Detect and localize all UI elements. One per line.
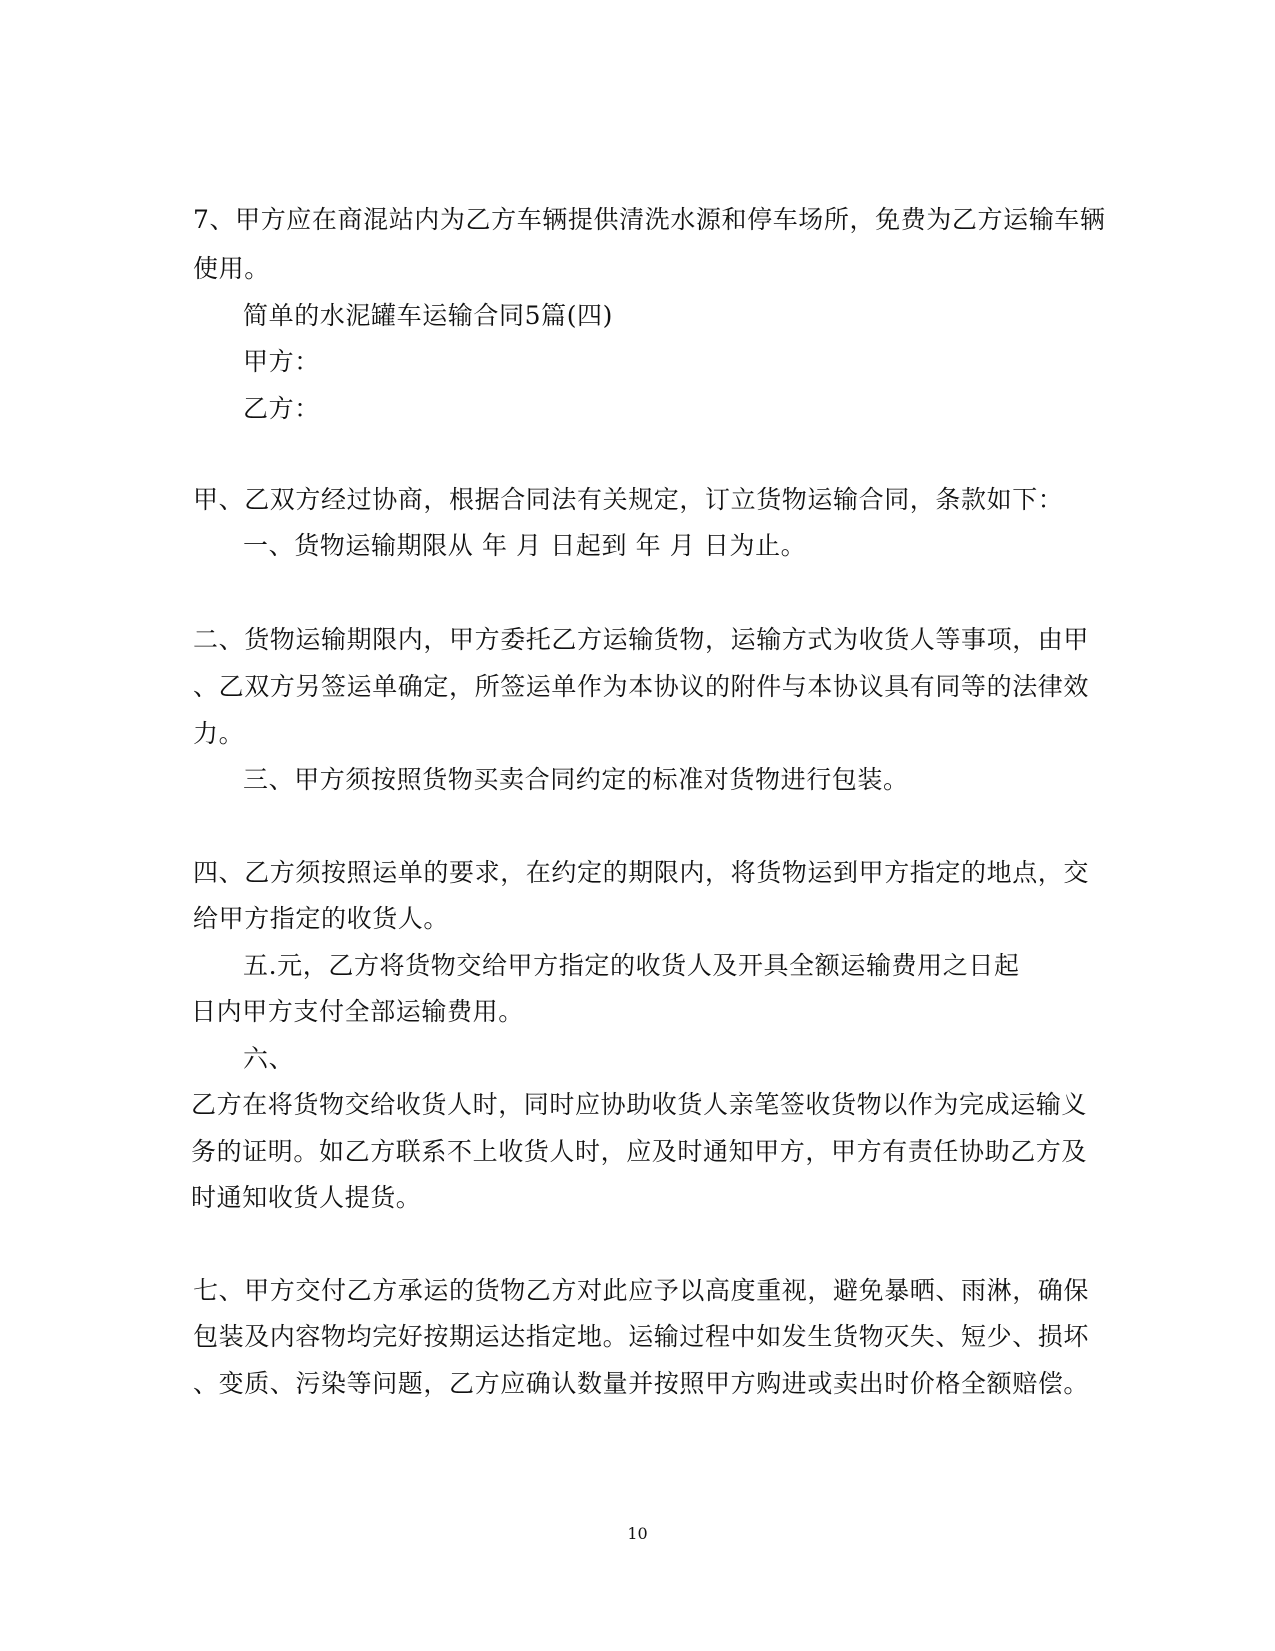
article-6-line-3: 时通知收货人提货。 [191,1183,422,1212]
article-7-line-1: 七、甲方交付乙方承运的货物乙方对此应予以高度重视，避免暴晒、雨淋，确保 [193,1276,1090,1305]
page-number: 10 [627,1524,648,1543]
article-4-line-1: 四、乙方须按照运单的要求，在约定的期限内，将货物运到甲方指定的地点，交 [193,858,1090,887]
article-7-line-2: 包装及内容物均完好按期运达指定地。运输过程中如发生货物灭失、短少、损坏 [193,1322,1090,1351]
article-7-line-3: 、变质、污染等问题，乙方应确认数量并按照甲方购进或卖出时价格全额赔偿。 [193,1369,1090,1398]
article-6-heading: 六、 [243,1044,295,1073]
clause-7-line-2: 使用。 [193,254,270,283]
article-2-line-2: 、乙双方另签运单确定，所签运单作为本协议的附件与本协议具有同等的法律效 [193,672,1090,701]
article-1: 一、货物运输期限从 年 月 日起到 年 月 日为止。 [243,531,807,560]
article-6-line-1: 乙方在将货物交给收货人时，同时应协助收货人亲笔签收货物以作为完成运输义 [191,1090,1088,1119]
article-5-line-2: 日内甲方支付全部运输费用。 [191,997,524,1026]
article-4-line-2: 给甲方指定的收货人。 [193,904,450,933]
article-2-line-3: 力。 [193,719,245,748]
clause-7-line-1: 7、甲方应在商混站内为乙方车辆提供清洗水源和停车场所，免费为乙方运输车辆 [193,205,1106,234]
article-6-line-2: 务的证明。如乙方联系不上收货人时，应及时通知甲方，甲方有责任协助乙方及 [191,1137,1088,1166]
article-2-line-1: 二、货物运输期限内，甲方委托乙方运输货物，运输方式为收货人等事项，由甲 [193,625,1090,654]
article-5-line-1: 五.元，乙方将货物交给甲方指定的收货人及开具全额运输费用之日起 [243,951,1020,980]
contract-title: 简单的水泥罐车运输合同5篇(四) [243,301,614,330]
article-3: 三、甲方须按照货物买卖合同约定的标准对货物进行包装。 [243,765,909,794]
preamble: 甲、乙双方经过协商，根据合同法有关规定，订立货物运输合同，条款如下： [193,485,1064,514]
party-a-label: 甲方： [243,347,320,376]
party-b-label: 乙方： [243,394,320,423]
